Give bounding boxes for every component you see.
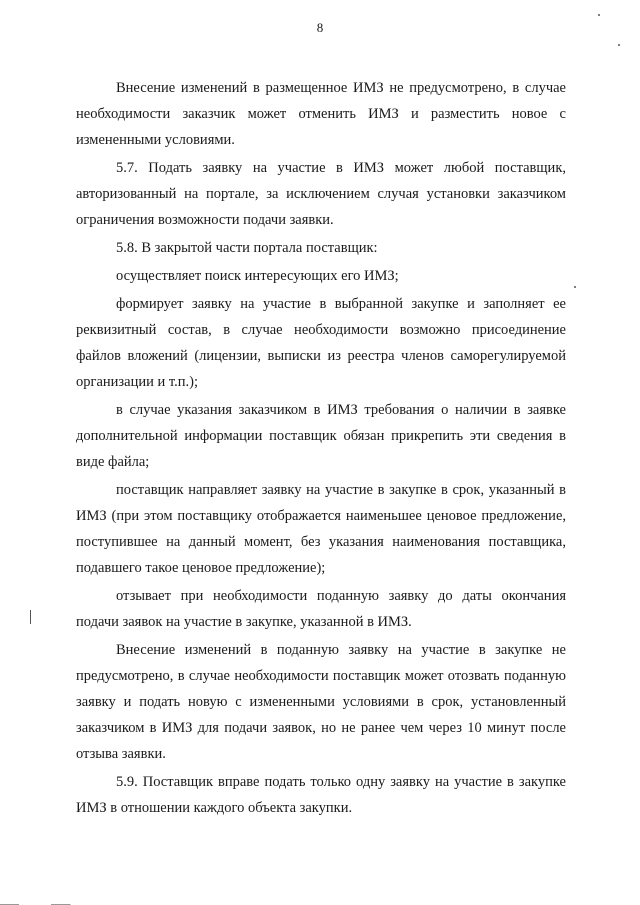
paragraph-submit: поставщик направляет заявку на участие в закупке в срок, указанный в ИМЗ (при этом поставщику отображается наименьшее ценовое предложение, поступившее на данный момент, без указания наименования поставщика, подавшего такое ценовое предложение); [76, 482, 566, 576]
paragraph-search: осуществляет поиск интересующих его ИМЗ; [116, 268, 399, 284]
document-body [76, 75, 566, 821]
paragraph-imz-changes: Внесение изменений в размещенное ИМЗ не предусмотрено, в случае необходимости заказчик может отменить ИМЗ и разместить новое с измененными условиями. [76, 80, 566, 148]
page-number: 8 [316, 20, 324, 35]
paragraph-application-changes: Внесение изменений в поданную заявку на участие в закупке не предусмотрено, в случае необходимости поставщик может отозвать поданную заявку и подать новую с измененными условиями в срок, установленный заказчиком в ИМЗ для подачи заявок, но не ранее чем через 10 минут после отзыва заявки. [76, 642, 566, 762]
paragraph-5-9: 5.9. Поставщик вправе подать только одну заявку на участие в закупке ИМЗ в отношении каждого объекта закупки. [76, 774, 566, 816]
paragraph-attach-file: в случае указания заказчиком в ИМЗ требования о наличии в заявке дополнительной информации поставщик обязан прикрепить эти сведения в виде файла; [76, 402, 566, 470]
paragraph-5-7: 5.7. Подать заявку на участие в ИМЗ может любой поставщик, авторизованный на портале, за исключением случая установки заказчиком ограничения возможности подачи заявки. [76, 160, 566, 228]
scan-speck [618, 44, 620, 46]
scan-speck [598, 14, 600, 16]
scan-speck [574, 286, 576, 288]
paragraph-form-application: формирует заявку на участие в выбранной закупке и заполняет ее реквизитный состав, в случае необходимости возможно присоединение файлов вложений (лицензии, выписки из реестра членов саморегулируемой организации и т.п.); [76, 296, 566, 390]
paragraph-5-8: 5.8. В закрытой части портала поставщик: [116, 240, 378, 256]
scan-speck [30, 610, 31, 624]
paragraph-withdraw: отзывает при необходимости поданную заявку до даты окончания подачи заявок на участие в закупке, указанной в ИМЗ. [76, 588, 566, 630]
